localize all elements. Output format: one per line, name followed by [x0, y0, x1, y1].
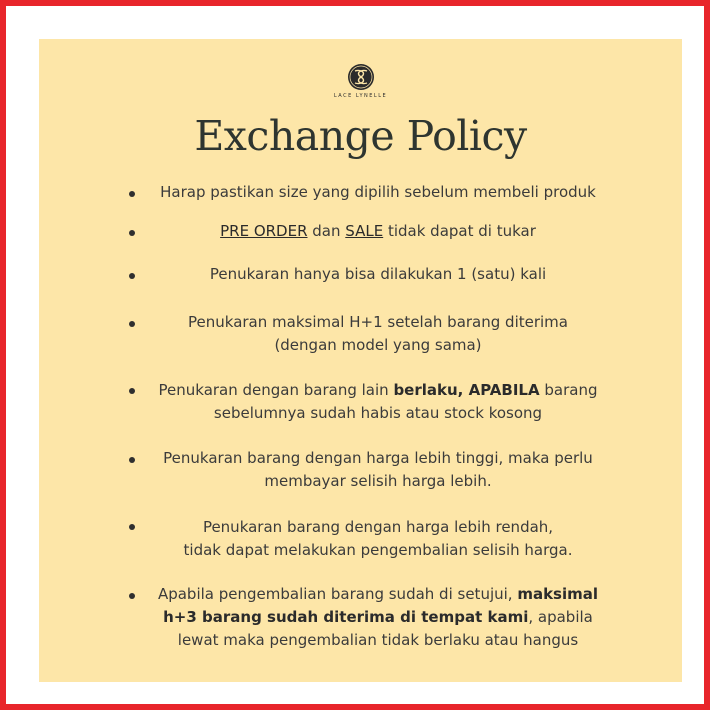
bullet-icon — [129, 273, 135, 279]
policy-text: Apabila pengembalian barang sudah di setujui, maksimal h+3 barang sudah diterima di tempat kami, apabila lewat maka pengembalian tidak berlaku atau hangus — [157, 585, 599, 649]
bullet-icon — [129, 593, 135, 599]
policy-text: Penukaran barang dengan harga lebih tinggi, maka perlu membayar selisih harga lebih. — [163, 449, 593, 490]
policy-text: Penukaran dengan barang lain berlaku, APABILA barang sebelumnya sudah habis atau stock kosong — [158, 381, 598, 422]
brand-name: LACE LYNELLE — [333, 93, 388, 99]
bullet-icon — [129, 191, 135, 197]
policy-text: Penukaran hanya bisa dilakukan 1 (satu) kali — [209, 265, 547, 283]
policy-text: PRE ORDER dan SALE tidak dapat di tukar — [220, 222, 536, 240]
bullet-icon — [129, 230, 135, 236]
policy-text: Harap pastikan size yang dipilih sebelum membeli produk — [160, 183, 596, 201]
policy-card — [39, 39, 682, 682]
bullet-icon — [129, 321, 135, 327]
bullet-icon — [129, 524, 135, 530]
lace-lynelle-logo-icon — [347, 63, 375, 91]
policy-text: Penukaran barang dengan harga lebih rendah, tidak dapat melakukan pengembalian selisih harga. — [183, 518, 573, 559]
pre-order-label: PRE ORDER — [220, 222, 308, 240]
sale-label: SALE — [345, 222, 384, 240]
brand-logo — [39, 63, 682, 99]
bullet-icon — [129, 388, 135, 394]
page-title: Exchange Policy — [194, 112, 527, 160]
bullet-icon — [129, 457, 135, 463]
policy-text: Penukaran maksimal H+1 setelah barang diterima (dengan model yang sama) — [188, 313, 568, 354]
